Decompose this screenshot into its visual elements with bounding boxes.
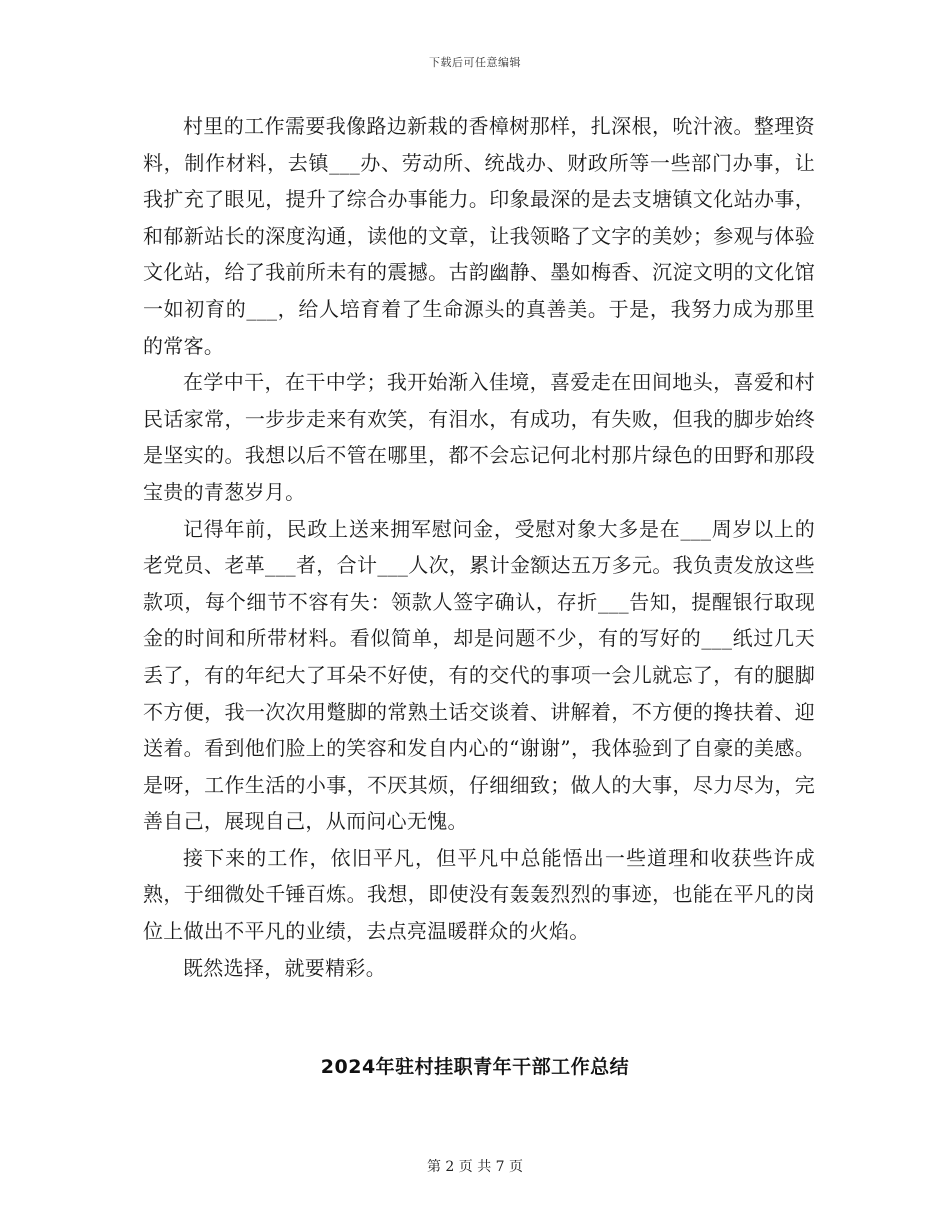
paragraph: 在学中干，在干中学；我开始渐入佳境，喜爱走在田间地头，喜爱和村民话家常，一步步走来有欢笑，有泪水，有成功，有失败，但我的脚步始终是坚实的。我想以后不管在哪里，都不会忘记何北村那片绿色的田野和那段宝贵的青葱岁月。 <box>143 370 815 504</box>
paragraph: 村里的工作需要我像路边新栽的香樟树那样，扎深根，吮汁液。整理资料，制作材料，去镇___办、劳动所、统战办、财政所等一些部门办事，让我扩充了眼见，提升了综合办事能力。印象最深的是去支塘镇文化站办事，和郁新站长的深度沟通，读他的文章，让我领略了文字的美妙；参观与体验文化站，给了我前所未有的震撼。古韵幽静、墨如梅香、沉淀文明的文化馆一如初育的___，给人培育着了生命源头的真善美。于是，我努力成为那里的常客。 <box>143 114 815 358</box>
page-number: 第 2 页 共 7 页 <box>426 1159 524 1175</box>
document-title: 2024年驻村挂职青年干部工作总结 <box>320 1056 630 1078</box>
document-body <box>143 108 815 986</box>
paragraph: 接下来的工作，依旧平凡，但平凡中总能悟出一些道理和收获些许成熟，于细微处千锤百炼。我想，即使没有轰轰烈烈的事迹，也能在平凡的岗位上做出不平凡的业绩，去点亮温暖群众的火焰。 <box>143 845 815 944</box>
paragraph: 记得年前，民政上送来拥军慰问金，受慰对象大多是在___周岁以上的老党员、老革___者，合计___人次，累计金额达五万多元。我负责发放这些款项，每个细节不容有失：领款人签字确认，存折___告知，提醒银行取现金的时间和所带材料。看似简单，却是问题不少，有的写好的___纸过几天丢了，有的年纪大了耳朵不好使，有的交代的事项一会儿就忘了，有的腿脚不方便，我一次次用蹩脚的常熟土话交谈着、讲解着，不方便的搀扶着、迎送着。看到他们脸上的笑容和发自内心的“谢谢”，我体验到了自豪的美感。是呀，工作生活的小事，不厌其烦，仔细细致；做人的大事，尽力尽为，完善自己，展现自己，从而问心无愧。 <box>143 516 815 834</box>
page-header-note: 下载后可任意编辑 <box>429 56 521 69</box>
paragraph: 既然选择，就要精彩。 <box>183 955 386 980</box>
